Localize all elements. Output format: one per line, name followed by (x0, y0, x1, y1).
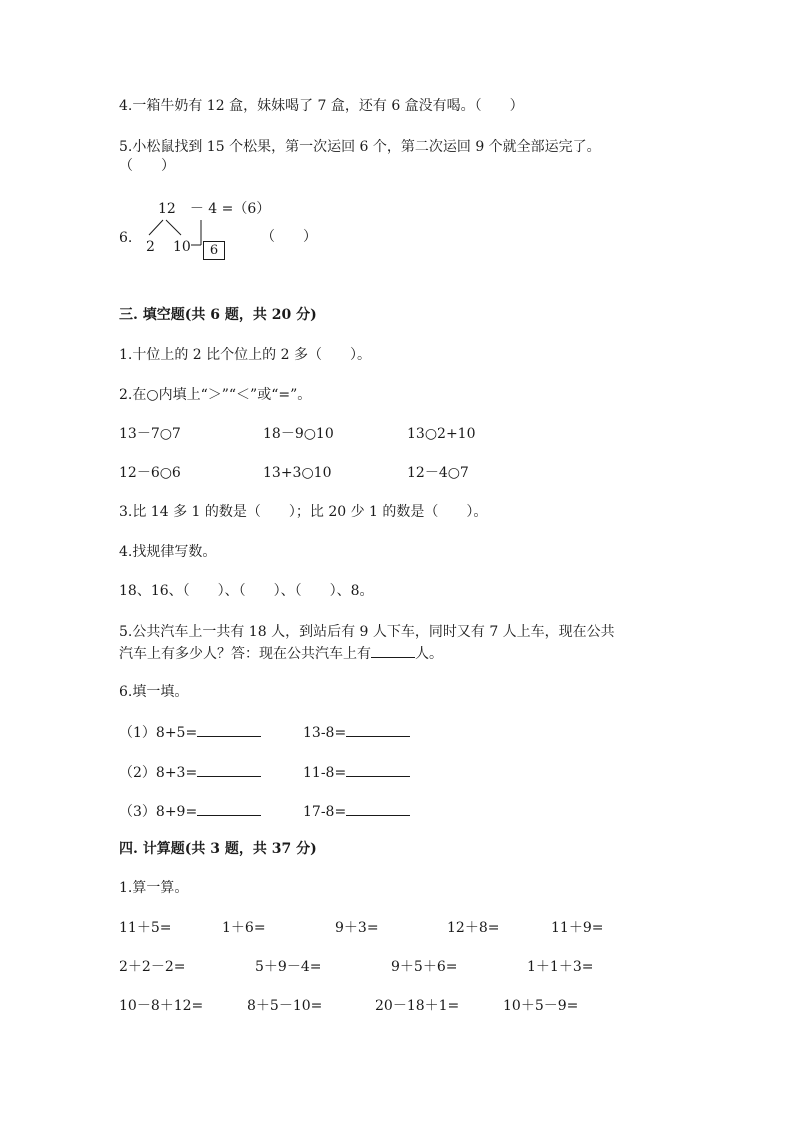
calc-item: 12＋8= (447, 920, 500, 936)
calc-item: 1＋1＋3= (527, 959, 594, 975)
fill-item (119, 722, 261, 742)
section3-q1: 1.十位上的 2 比个位上的 2 多（ ）。 (119, 347, 371, 363)
compare-cell: 13○2+10 (407, 426, 476, 442)
section3-q4-sequence: 18、16、（ ）、（ ）、（ ）、8。 (119, 583, 374, 599)
compare-cell: 13+3○10 (263, 465, 332, 481)
calc-item: 10－8＋12= (119, 998, 204, 1014)
judgment-q5-line2: （ ） (119, 158, 175, 174)
judgment-q6-box: 6 (203, 241, 225, 260)
judgment-q6-paren: （ ） (261, 229, 317, 245)
calc-item: 10＋5－9= (503, 998, 579, 1014)
section3-heading: 三. 填空题(共 6 题，共 20 分) (119, 307, 317, 323)
calc-item: 11＋9= (551, 920, 604, 936)
fill-item (119, 801, 261, 821)
judgment-q5-line1: 5.小松鼠找到 15 个松果，第一次运回 6 个，第二次运回 9 个就全部运完了。 (119, 139, 601, 155)
fill-item-label: 11-8= (303, 765, 347, 781)
fill-item-label: （2）8+3= (119, 765, 198, 781)
section3-q3: 3.比 14 多 1 的数是（ ）；比 20 少 1 的数是（ ）。 (119, 504, 488, 520)
calc-item: 9＋5＋6= (391, 959, 458, 975)
section3-q6: 6.填一填。 (119, 684, 189, 700)
answer-blank[interactable] (197, 801, 261, 816)
judgment-q6-split-left: 2 (146, 239, 155, 255)
answer-blank[interactable] (346, 801, 410, 816)
compare-cell: 12－4○7 (407, 465, 469, 481)
section3-q2: 2.在○内填上“＞”“＜”或“=”。 (119, 387, 312, 403)
fill-item (303, 801, 410, 821)
answer-blank[interactable] (371, 643, 415, 658)
fill-item (303, 762, 410, 782)
fill-item-label: （1）8+5= (119, 725, 198, 741)
fill-item-label: 17-8= (303, 804, 347, 820)
compare-cell: 13－7○7 (119, 426, 181, 442)
section3-q5-prefix: 汽车上有多少人？答：现在公共汽车上有 (119, 646, 371, 662)
compare-cell: 18－9○10 (263, 426, 334, 442)
fill-item-label: 13-8= (303, 725, 347, 741)
calc-item: 2＋2－2= (119, 959, 186, 975)
section4-heading: 四. 计算题(共 3 题，共 37 分) (119, 841, 317, 857)
section3-q4: 4.找规律写数。 (119, 544, 217, 560)
judgment-q6-number: 6. (119, 230, 133, 246)
answer-blank[interactable] (346, 762, 410, 777)
calc-item: 9＋3= (335, 920, 379, 936)
section3-q5-line2 (119, 643, 443, 663)
fill-item (119, 762, 261, 782)
calc-item: 20－18＋1= (375, 998, 460, 1014)
section3-q5-line1: 5.公共汽车上一共有 18 人，到站后有 9 人下车，同时又有 7 人上车，现在公共 (119, 624, 615, 640)
section3-q5-suffix: 人。 (415, 646, 443, 662)
fill-item-label: （3）8+9= (119, 804, 198, 820)
section4-q1: 1.算一算。 (119, 880, 189, 896)
answer-blank[interactable] (197, 722, 261, 737)
fill-item (303, 722, 410, 742)
answer-blank[interactable] (346, 722, 410, 737)
answer-blank[interactable] (197, 762, 261, 777)
calc-item: 5＋9－4= (255, 959, 322, 975)
calc-item: 11＋5= (119, 920, 172, 936)
judgment-q6-equation: 12 － 4 =（6） (158, 201, 271, 217)
calc-item: 1＋6= (222, 920, 266, 936)
calc-item: 8＋5－10= (247, 998, 323, 1014)
judgment-q6-split-right: 10 (173, 239, 191, 255)
compare-cell: 12－6○6 (119, 465, 181, 481)
judgment-q4: 4.一箱牛奶有 12 盒，妹妹喝了 7 盒，还有 6 盒没有喝。（ ） (119, 98, 524, 114)
judgment-q6-figure (119, 197, 379, 267)
